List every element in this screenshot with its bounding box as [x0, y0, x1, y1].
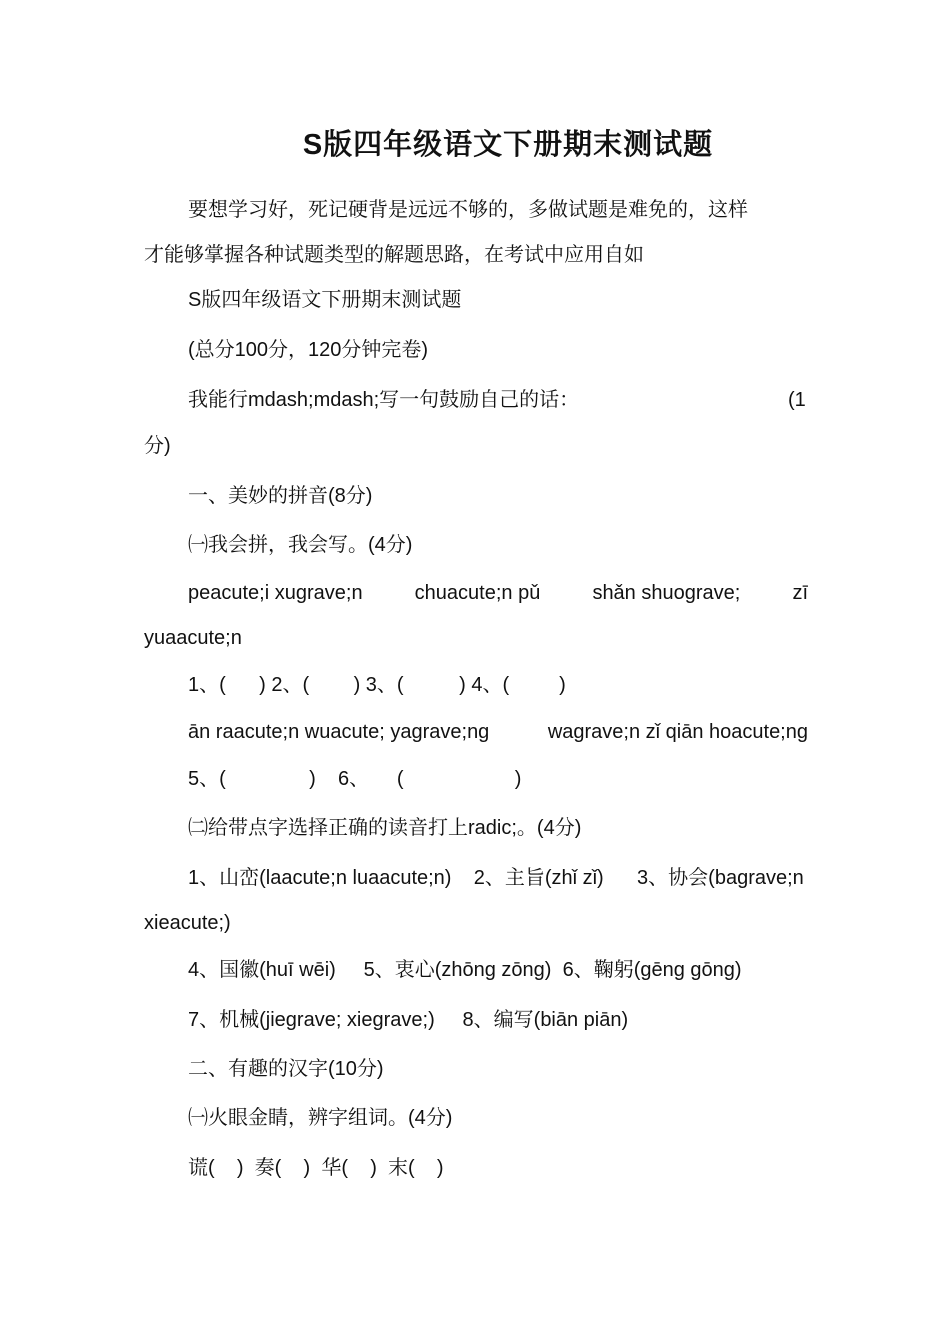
- pinyin-item: peacute;i xugrave;n: [188, 582, 363, 604]
- section2-part1: ㈠火眼金睛，辨字组词。(4分): [188, 1107, 453, 1129]
- choice-row-1-cont: xieacute;): [144, 912, 231, 934]
- pinyin-item: zī: [792, 582, 808, 604]
- pinyin-row-1: [188, 583, 808, 603]
- subtitle: S版四年级语文下册期末测试题: [188, 289, 462, 311]
- intro-line-2: 才能够掌握各种试题类型的解题思路，在考试中应用自如: [144, 244, 644, 266]
- pinyin-item: shǎn shuograve;: [592, 582, 741, 604]
- section1-part2: ㈡给带点字选择正确的读音打上radic;。(4分): [188, 817, 582, 839]
- section2-heading: 二、有趣的汉字(10分): [188, 1058, 384, 1080]
- document-title: S版四年级语文下册期末测试题: [302, 129, 714, 161]
- blanks-row-2: 5、( ) 6、 ( ): [188, 768, 522, 790]
- choice-row-2: 4、国徽(huī wēi) 5、衷心(zhōng zōng) 6、鞠躬(gēng gōng): [188, 959, 742, 981]
- pinyin-row-2: [188, 722, 808, 742]
- motto-score: (1: [788, 389, 806, 411]
- motto-text: 我能行mdash;mdash;写一句鼓励自己的话：: [188, 389, 580, 411]
- motto-score-cont: 分): [144, 435, 171, 457]
- pinyin-item: wagrave;n zǐ qiān hoacute;ng: [547, 721, 808, 743]
- section1-heading: 一、美妙的拼音(8分): [188, 485, 373, 507]
- word-blanks: 谎( ) 奏( ) 华( ) 末( ): [188, 1157, 444, 1179]
- choice-row-3: 7、机械(jiegrave; xiegrave;) 8、编写(biān piān): [188, 1009, 629, 1031]
- pinyin-item: ān raacute;n wuacute; yagrave;ng: [188, 721, 490, 743]
- total-score: (总分100分，120分钟完卷): [188, 339, 429, 361]
- pinyin-item: chuacute;n pǔ: [414, 582, 541, 604]
- blanks-row-1: 1、( ) 2、( ) 3、( ) 4、( ): [188, 674, 566, 696]
- pinyin-row-1-cont: yuaacute;n: [144, 627, 242, 649]
- choice-row-1: 1、山峦(laacute;n luaacute;n) 2、主旨(zhǐ zǐ) 3、协会(bagrave;n: [188, 867, 804, 889]
- intro-line-1: 要想学习好，死记硬背是远远不够的，多做试题是难免的，这样: [188, 199, 748, 221]
- section1-part1: ㈠我会拼，我会写。(4分): [188, 534, 413, 556]
